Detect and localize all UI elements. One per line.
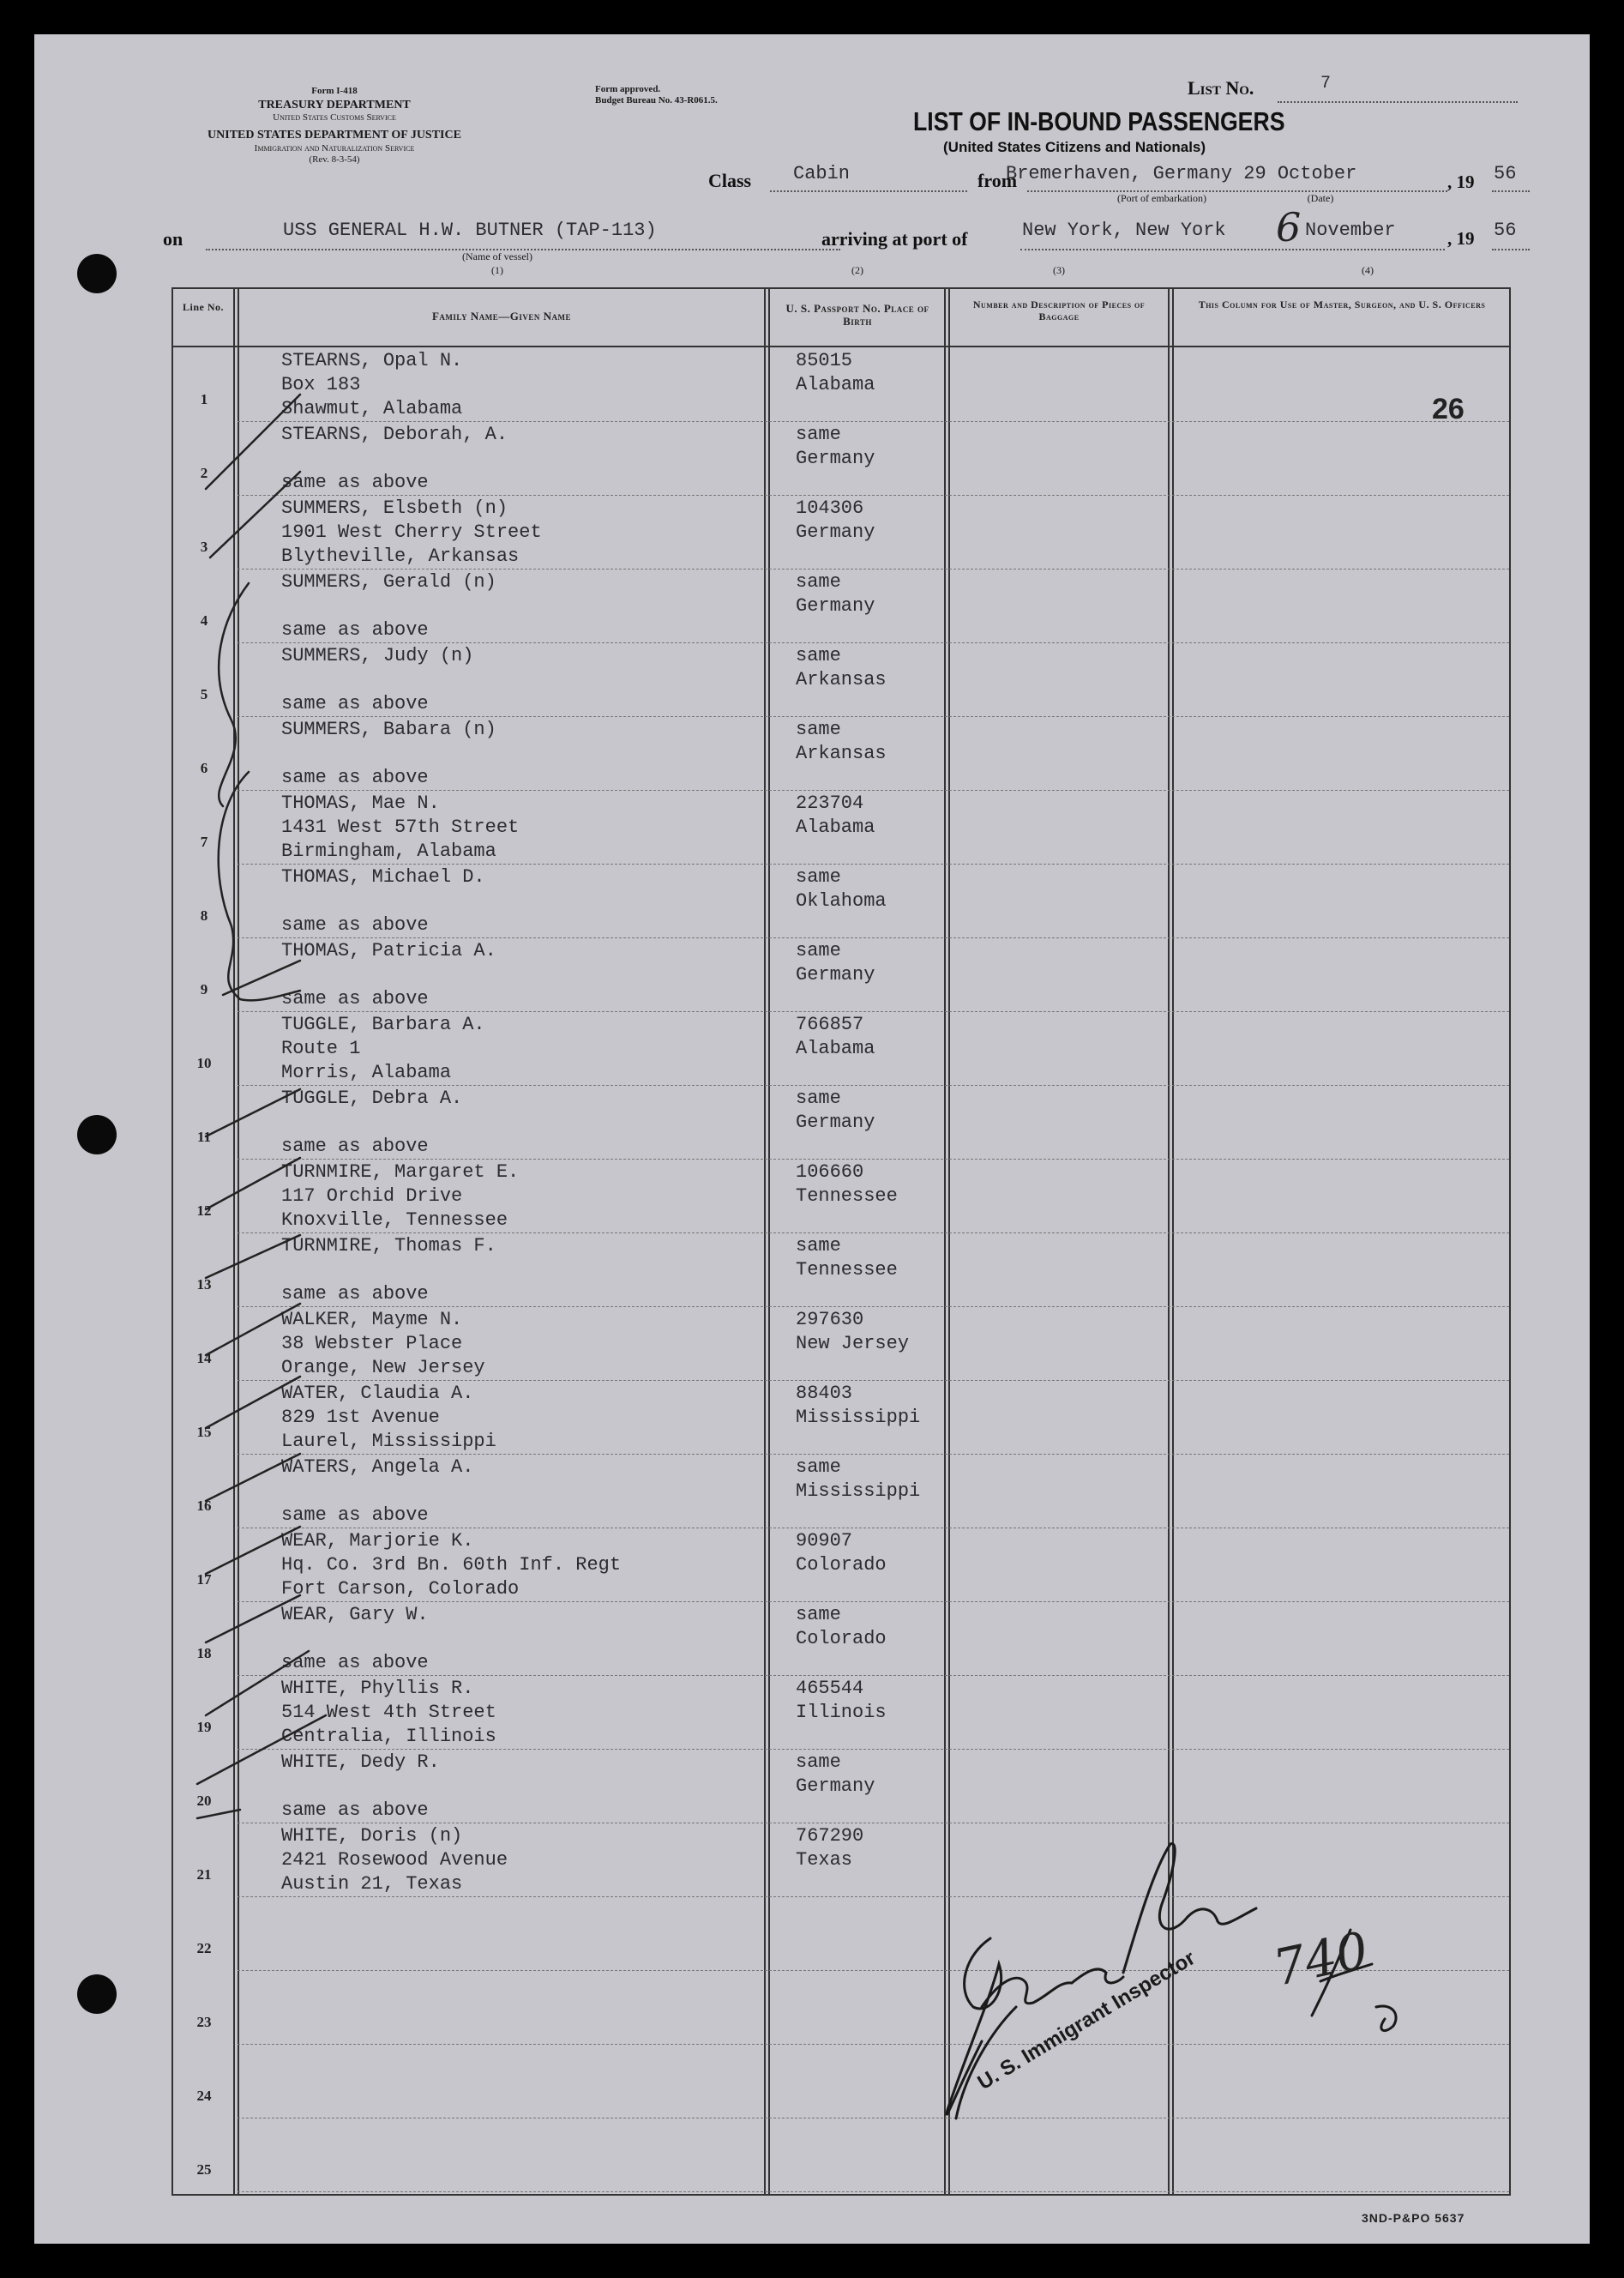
passenger-name: WEAR, Gary W. — [281, 1604, 429, 1625]
line-number: 10 — [196, 1055, 212, 1071]
address-line: 1901 West Cherry Street — [281, 521, 542, 543]
passport-birthplace — [796, 865, 887, 913]
table-top-border — [171, 287, 1511, 289]
place-of-birth: Colorado — [796, 1554, 887, 1576]
passenger-name: THOMAS, Patricia A. — [281, 940, 496, 961]
address-line: Box 183 — [281, 374, 361, 395]
address-line: 514 West 4th Street — [281, 1702, 496, 1723]
arriving-label: arriving at port of — [821, 228, 968, 250]
class-value: Cabin — [793, 163, 851, 184]
address-line: same as above — [281, 1799, 429, 1821]
place-of-birth — [796, 2070, 807, 2094]
passport-birthplace — [796, 1087, 875, 1135]
line-number: 2 — [200, 465, 208, 481]
passenger-name: THOMAS, Mae N. — [281, 792, 440, 814]
address-line: 829 1st Avenue — [281, 1407, 440, 1428]
place-of-birth: Alabama — [796, 374, 875, 395]
inspector-title: U. S. Immigrant Inspector — [973, 1946, 1200, 2095]
col-number-2: (2) — [851, 264, 863, 276]
passport-number: 465544 — [796, 1678, 864, 1699]
address-line — [281, 2094, 292, 2118]
from-value: Bremerhaven, Germany 29 October — [1006, 163, 1357, 184]
place-of-birth: Colorado — [796, 1628, 887, 1649]
passenger-name — [281, 2046, 292, 2070]
passenger-name — [281, 1898, 292, 1922]
line-number: 7 — [200, 834, 208, 850]
address-line: Austin 21, Texas — [281, 1873, 463, 1895]
address-line: same as above — [281, 1283, 429, 1305]
passenger-name: WHITE, Doris (n) — [281, 1825, 463, 1847]
address-line: same as above — [281, 1136, 429, 1157]
arrival-month: November — [1305, 220, 1396, 241]
address-line: 117 Orchid Drive — [281, 1185, 463, 1207]
place-of-birth: Arkansas — [796, 669, 887, 690]
passenger-name: STEARNS, Deborah, A. — [281, 424, 508, 445]
passport-birthplace — [796, 349, 875, 397]
passport-number: same — [796, 1088, 841, 1109]
passport-birthplace — [796, 1455, 920, 1504]
passport-birthplace — [796, 939, 875, 987]
table-right-border — [1509, 287, 1511, 2196]
line-number: 11 — [196, 1129, 212, 1145]
line-number: 18 — [196, 1645, 212, 1661]
date-caption: (Date) — [1307, 192, 1334, 204]
passenger-name: WATERS, Angela A. — [281, 1456, 474, 1478]
line-number: 12 — [196, 1202, 212, 1219]
passport-number: 104306 — [796, 497, 864, 519]
address-line — [281, 1996, 292, 2020]
passport-birthplace — [796, 423, 875, 471]
passport-birthplace — [796, 1603, 887, 1651]
col-header-baggage: Number and Description of Pieces of Baggage — [972, 298, 1146, 322]
passenger-manifest-sheet — [34, 34, 1590, 2244]
col-header-passport: U. S. Passport No. Place of Birth — [785, 302, 929, 328]
place-of-birth: Germany — [796, 964, 875, 985]
passport-birthplace — [796, 1529, 887, 1577]
col-header-officers: This Column for Use of Master, Surgeon, and U. S. Officers — [1198, 298, 1486, 310]
address-line — [281, 1922, 292, 1946]
arrival-year: 56 — [1494, 220, 1517, 241]
place-of-birth: Germany — [796, 448, 875, 469]
address-line — [281, 2020, 292, 2044]
passport-number: same — [796, 866, 841, 888]
passport-number — [796, 2046, 807, 2070]
place-of-birth: Germany — [796, 1775, 875, 1797]
tally-marks-icon — [171, 360, 789, 1835]
address-line: same as above — [281, 472, 429, 493]
passenger-name: TUGGLE, Barbara A. — [281, 1014, 485, 1035]
vessel-caption: (Name of vessel) — [462, 250, 532, 262]
passport-birthplace — [796, 1972, 807, 2020]
address-line: Knoxville, Tennessee — [281, 1209, 508, 1231]
passenger-name: TUGGLE, Debra A. — [281, 1088, 463, 1109]
line-number: 15 — [196, 1424, 212, 1440]
line-number: 4 — [200, 612, 208, 629]
place-of-birth: Alabama — [796, 1038, 875, 1059]
passenger-name: TURNMIRE, Thomas F. — [281, 1235, 496, 1257]
form-number: Form I-418 — [311, 86, 358, 96]
passport-birthplace — [796, 1677, 887, 1725]
passenger-name: WATER, Claudia A. — [281, 1383, 474, 1404]
list-number-label: List No. — [1188, 77, 1254, 99]
passenger-name: WHITE, Dedy R. — [281, 1751, 440, 1773]
address-line — [281, 1946, 292, 1970]
address-line: same as above — [281, 988, 429, 1009]
arrival-day: 6 — [1276, 204, 1302, 250]
place-of-birth — [796, 1996, 807, 2020]
on-label: on — [163, 228, 183, 250]
line-number: 14 — [196, 1350, 212, 1366]
address-line: Route 1 — [281, 1038, 361, 1059]
address-line: Morris, Alabama — [281, 1062, 452, 1083]
table-bottom-border — [171, 2194, 1511, 2196]
passenger-name: TURNMIRE, Margaret E. — [281, 1161, 520, 1183]
address-line: Orange, New Jersey — [281, 1357, 485, 1378]
passport-birthplace — [796, 1160, 898, 1208]
signature-icon — [930, 1835, 1410, 2144]
address-line — [281, 2167, 292, 2191]
passport-number: same — [796, 571, 841, 593]
line-number: 16 — [196, 1498, 212, 1514]
passenger-name: WEAR, Marjorie K. — [281, 1530, 474, 1552]
passport-number: same — [796, 1604, 841, 1625]
address-line: Centralia, Illinois — [281, 1726, 496, 1747]
passenger-name — [281, 1972, 292, 1996]
passport-number: same — [796, 1456, 841, 1478]
place-of-birth: Arkansas — [796, 743, 887, 764]
address-line: Shawmut, Alabama — [281, 398, 463, 419]
passport-birthplace — [796, 497, 875, 545]
passenger-name: THOMAS, Michael D. — [281, 866, 485, 888]
class-label: Class — [708, 170, 752, 191]
passenger-name — [281, 2119, 292, 2143]
passenger-name: SUMMERS, Gerald (n) — [281, 571, 496, 593]
customs-service: United States Customs Service — [273, 112, 396, 124]
inspector-initials: 740 — [1268, 1920, 1374, 1998]
address-line: Blytheville, Arkansas — [281, 545, 520, 567]
footer-code: 3ND-P&PO 5637 — [1362, 2211, 1465, 2225]
passport-number: same — [796, 940, 841, 961]
passport-birthplace — [796, 1382, 920, 1430]
place-of-birth — [796, 1922, 807, 1946]
address-line: Laurel, Mississippi — [281, 1431, 496, 1452]
from-year: 56 — [1494, 163, 1517, 184]
passport-number: 88403 — [796, 1383, 853, 1404]
line-number: 8 — [200, 907, 208, 924]
col-header-line-no: Line No. — [182, 301, 224, 313]
arrival-year-prefix: , 19 — [1447, 228, 1475, 249]
passenger-name-address — [281, 2119, 292, 2191]
place-of-birth: Tennessee — [796, 1185, 898, 1207]
place-of-birth: Mississippi — [796, 1407, 921, 1428]
line-number: 6 — [200, 760, 208, 776]
address-line: Hq. Co. 3rd Bn. 60th Inf. Regt — [281, 1554, 622, 1576]
passport-birthplace — [796, 1013, 875, 1061]
line-number: 21 — [196, 1866, 212, 1883]
passport-number: 106660 — [796, 1161, 864, 1183]
revision-date: (Rev. 8-3-54) — [309, 154, 360, 166]
justice-department: UNITED STATES DEPARTMENT OF JUSTICE — [208, 129, 461, 142]
place-of-birth — [796, 2143, 807, 2167]
passport-number: 223704 — [796, 792, 864, 814]
address-line: 2421 Rosewood Avenue — [281, 1849, 508, 1871]
line-number: 19 — [196, 1719, 212, 1735]
place-of-birth: Germany — [796, 1112, 875, 1133]
line-number: 1 — [200, 391, 208, 407]
place-of-birth: Tennessee — [796, 1259, 898, 1281]
line-number: 20 — [196, 1793, 212, 1809]
address-line — [281, 2070, 292, 2094]
header-row-border — [171, 346, 1511, 347]
row-separator — [238, 2191, 1509, 2192]
passport-number — [796, 1972, 807, 1996]
passport-number — [796, 1898, 807, 1922]
passport-number: 297630 — [796, 1309, 864, 1330]
passport-birthplace — [796, 1234, 898, 1282]
address-line: same as above — [281, 1504, 429, 1526]
passenger-name-address — [281, 2046, 292, 2118]
passenger-name-address — [281, 1972, 292, 2044]
place-of-birth: Texas — [796, 1849, 853, 1871]
passenger-name-address — [281, 1898, 292, 1970]
line-number: 9 — [200, 981, 208, 997]
budget-bureau: Budget Bureau No. 43-R061.5. — [595, 95, 718, 106]
passport-birthplace — [796, 2046, 807, 2094]
passport-birthplace — [796, 570, 875, 618]
passenger-name: SUMMERS, Babara (n) — [281, 719, 496, 740]
line-number: 13 — [196, 1276, 212, 1293]
officer-note: 26 — [1432, 393, 1465, 425]
from-label: from — [977, 170, 1018, 191]
address-line: same as above — [281, 914, 429, 936]
col-header-name: Family Name—Given Name — [431, 310, 571, 322]
place-of-birth: Illinois — [796, 1702, 887, 1723]
address-line: same as above — [281, 693, 429, 714]
passenger-name: WALKER, Mayme N. — [281, 1309, 463, 1330]
list-number-value: 7 — [1320, 74, 1332, 93]
passenger-name: STEARNS, Opal N. — [281, 350, 463, 371]
passport-birthplace — [796, 1824, 863, 1872]
passport-birthplace — [796, 1751, 875, 1799]
place-of-birth: Oklahoma — [796, 890, 887, 912]
passport-number: same — [796, 1751, 841, 1773]
address-line: Fort Carson, Colorado — [281, 1578, 520, 1600]
address-line: 1431 West 57th Street — [281, 817, 520, 838]
col-number-3: (3) — [1053, 264, 1065, 276]
passport-birthplace — [796, 718, 887, 766]
passport-birthplace — [796, 2119, 807, 2167]
port-embarkation-caption: (Port of embarkation) — [1117, 192, 1206, 204]
treasury-department: TREASURY DEPARTMENT — [258, 98, 411, 111]
address-line: same as above — [281, 619, 429, 641]
address-line — [281, 2143, 292, 2167]
passport-number: 90907 — [796, 1530, 853, 1552]
passenger-name: WHITE, Phyllis R. — [281, 1678, 474, 1699]
form-approved: Form approved. — [595, 84, 661, 94]
passport-number: same — [796, 424, 841, 445]
passport-number: same — [796, 719, 841, 740]
page-title: LIST OF IN-BOUND PASSENGERS — [913, 106, 1285, 136]
vessel-caption-number: (1) — [491, 264, 503, 276]
passport-birthplace — [796, 792, 875, 840]
place-of-birth: Mississippi — [796, 1480, 921, 1502]
page-subtitle: (United States Citizens and Nationals) — [943, 139, 1206, 155]
line-number: 23 — [196, 2014, 212, 2030]
address-line: same as above — [281, 1652, 429, 1673]
line-number: 24 — [196, 2088, 212, 2104]
passport-number: same — [796, 1235, 841, 1257]
passenger-name: SUMMERS, Judy (n) — [281, 645, 474, 666]
place-of-birth: Alabama — [796, 817, 875, 838]
col-number-4: (4) — [1362, 264, 1374, 276]
arrival-port: New York, New York — [1022, 220, 1226, 241]
passport-number: same — [796, 645, 841, 666]
place-of-birth: Germany — [796, 521, 875, 543]
passport-birthplace — [796, 1308, 909, 1356]
from-year-prefix: , 19 — [1447, 172, 1475, 192]
line-number: 17 — [196, 1571, 212, 1588]
passport-birthplace — [796, 1898, 807, 1946]
passport-birthplace — [796, 644, 887, 692]
passport-number — [796, 2119, 807, 2143]
vessel-name: USS GENERAL H.W. BUTNER (TAP-113) — [283, 220, 657, 241]
line-number: 22 — [196, 1940, 212, 1956]
place-of-birth: New Jersey — [796, 1333, 910, 1354]
address-line: same as above — [281, 767, 429, 788]
passport-number: 766857 — [796, 1014, 864, 1035]
place-of-birth: Germany — [796, 595, 875, 617]
line-number: 3 — [200, 539, 208, 555]
passport-number: 85015 — [796, 350, 853, 371]
passport-number: 767290 — [796, 1825, 864, 1847]
address-line: 38 Webster Place — [281, 1333, 463, 1354]
ins-service: Immigration and Naturalization Service — [254, 142, 415, 154]
passenger-name: SUMMERS, Elsbeth (n) — [281, 497, 508, 519]
inspector-stamp — [930, 1835, 1410, 2144]
line-number: 25 — [196, 2161, 212, 2178]
line-number: 5 — [200, 686, 208, 702]
address-line: Birmingham, Alabama — [281, 841, 496, 862]
